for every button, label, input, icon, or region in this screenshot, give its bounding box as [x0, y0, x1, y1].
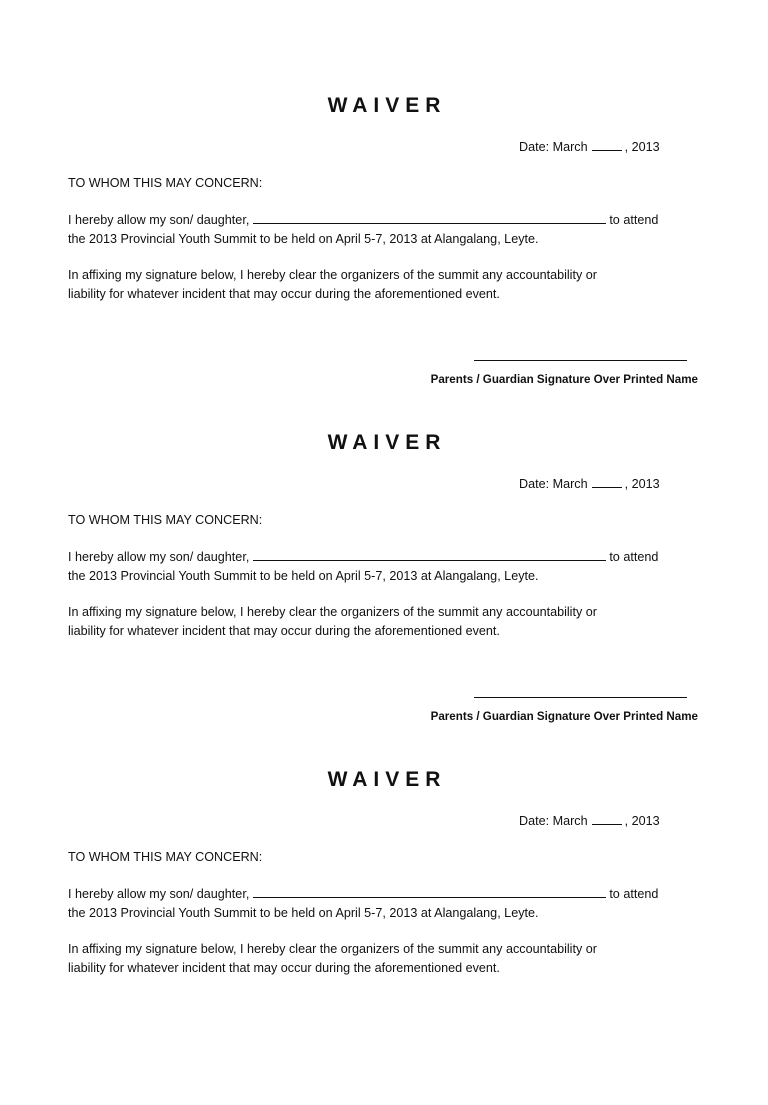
- date-day-blank[interactable]: [592, 813, 622, 825]
- permission-line-1: [68, 886, 658, 902]
- date-year: , 2013: [624, 140, 660, 154]
- liability-line-2: liability for whatever incident that may occur during the aforementioned event.: [68, 624, 500, 638]
- permission-suffix: to attend: [609, 887, 659, 901]
- permission-line-1: [68, 549, 658, 565]
- date-label: Date: March: [519, 477, 588, 491]
- child-name-blank[interactable]: [253, 212, 606, 224]
- signature-caption: Parents / Guardian Signature Over Printed Name: [430, 373, 698, 386]
- date-line: [519, 139, 660, 155]
- date-day-blank[interactable]: [592, 476, 622, 488]
- liability-line-1: In affixing my signature below, I hereby clear the organizers of the summit any accountability or: [68, 605, 597, 619]
- waiver-title: WAIVER: [327, 94, 447, 117]
- date-label: Date: March: [519, 814, 588, 828]
- liability-line-1: In affixing my signature below, I hereby clear the organizers of the summit any accountability or: [68, 942, 597, 956]
- date-year: , 2013: [624, 814, 660, 828]
- waiver-form-3: [0, 768, 768, 1105]
- date-line: [519, 476, 660, 492]
- permission-line-2: the 2013 Provincial Youth Summit to be held on April 5-7, 2013 at Alangalang, Leyte.: [68, 906, 539, 920]
- liability-line-2: liability for whatever incident that may occur during the aforementioned event.: [68, 287, 500, 301]
- signature-caption: Parents / Guardian Signature Over Printed Name: [430, 710, 698, 723]
- salutation: TO WHOM THIS MAY CONCERN:: [68, 176, 263, 190]
- liability-line-1: In affixing my signature below, I hereby clear the organizers of the summit any accountability or: [68, 268, 597, 282]
- date-year: , 2013: [624, 477, 660, 491]
- waiver-form-2: [0, 431, 768, 768]
- permission-prefix: I hereby allow my son/ daughter,: [68, 213, 250, 227]
- child-name-blank[interactable]: [253, 549, 606, 561]
- permission-prefix: I hereby allow my son/ daughter,: [68, 550, 250, 564]
- salutation: TO WHOM THIS MAY CONCERN:: [68, 850, 263, 864]
- date-label: Date: March: [519, 140, 588, 154]
- waiver-form-1: [0, 94, 768, 431]
- permission-line-2: the 2013 Provincial Youth Summit to be held on April 5-7, 2013 at Alangalang, Leyte.: [68, 569, 539, 583]
- permission-line-1: [68, 212, 658, 228]
- permission-suffix: to attend: [609, 550, 659, 564]
- date-line: [519, 813, 660, 829]
- waiver-title: WAIVER: [327, 768, 447, 791]
- signature-line[interactable]: [474, 360, 687, 361]
- permission-suffix: to attend: [609, 213, 659, 227]
- salutation: TO WHOM THIS MAY CONCERN:: [68, 513, 263, 527]
- liability-line-2: liability for whatever incident that may occur during the aforementioned event.: [68, 961, 500, 975]
- permission-prefix: I hereby allow my son/ daughter,: [68, 887, 250, 901]
- date-day-blank[interactable]: [592, 139, 622, 151]
- signature-line[interactable]: [474, 697, 687, 698]
- permission-line-2: the 2013 Provincial Youth Summit to be held on April 5-7, 2013 at Alangalang, Leyte.: [68, 232, 539, 246]
- waiver-title: WAIVER: [327, 431, 447, 454]
- child-name-blank[interactable]: [253, 886, 606, 898]
